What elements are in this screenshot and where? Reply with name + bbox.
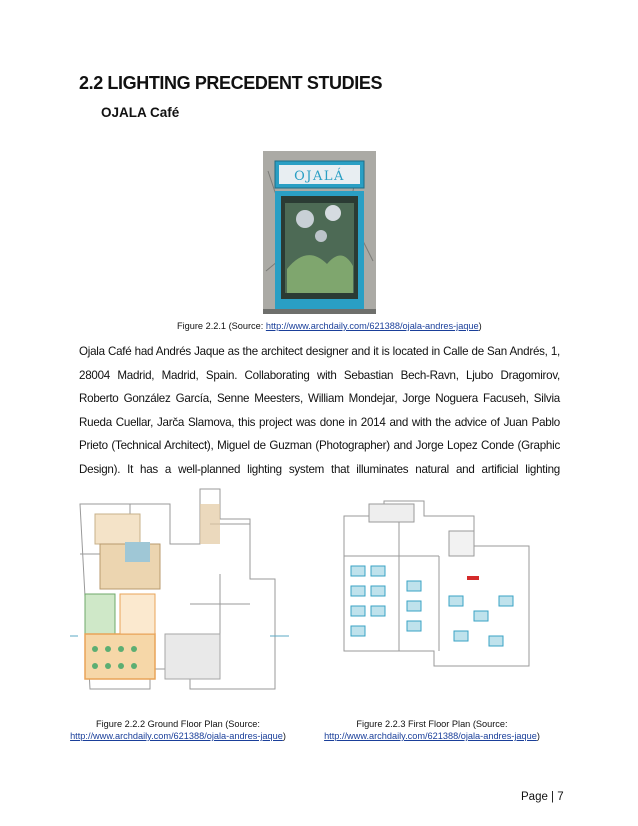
cafe-sign-text: OJALÁ bbox=[294, 169, 345, 184]
cafe-facade-photo bbox=[263, 151, 376, 314]
source-link-2[interactable]: http://www.archdaily.com/621388/ojala-andres-jaque bbox=[70, 731, 283, 741]
figure-caption-2-suffix: ) bbox=[282, 731, 286, 741]
page-number: Page | 7 bbox=[521, 791, 564, 803]
subsection-heading: OJALA Café bbox=[101, 105, 180, 120]
figure-caption-2 bbox=[64, 718, 292, 742]
first-floor-plan-drawing bbox=[339, 496, 537, 686]
figure-caption-1-suffix: ) bbox=[478, 321, 482, 331]
figure-caption-3 bbox=[322, 718, 542, 742]
ground-floor-plan-drawing bbox=[70, 484, 289, 690]
section-heading: 2.2 LIGHTING PRECEDENT STUDIES bbox=[79, 73, 383, 93]
source-link-1[interactable]: http://www.archdaily.com/621388/ojala-andres-jaque bbox=[265, 321, 479, 331]
figure-caption-2-line1: Figure 2.2.2 Ground Floor Plan (Source: bbox=[96, 719, 260, 729]
figure-caption-3-line1: Figure 2.2.3 First Floor Plan (Source: bbox=[356, 719, 508, 729]
figure-caption-3-suffix: ) bbox=[536, 731, 540, 741]
body-paragraph: Ojala Café had Andrés Jaque as the architect designer and it is located in Calle de San Andrés, 1, 28004 Madrid, Madrid, Spain. Collaborating with Sebastian Bech-Ravn, Ljubo Dragomirov, Roberto González García, Senne Meesters, William Mondejar, Jorge Noguera Facuseh, Silvia Rueda Cuellar, Jarča Slamova, this project was done in 2014 and with the advice of Juan Pablo Prieto (Technical Architect), Miguel de Guzman (Photographer) and Jorge Lopez Conde (Graphic Design). It has a well-planned lighting system that illuminates natural and artificial lighting bbox=[79, 345, 560, 476]
source-link-3[interactable]: http://www.archdaily.com/621388/ojala-andres-jaque bbox=[324, 731, 537, 741]
figure-caption-1-prefix: Figure 2.2.1 (Source: bbox=[177, 321, 266, 331]
figure-caption-1 bbox=[177, 321, 482, 331]
